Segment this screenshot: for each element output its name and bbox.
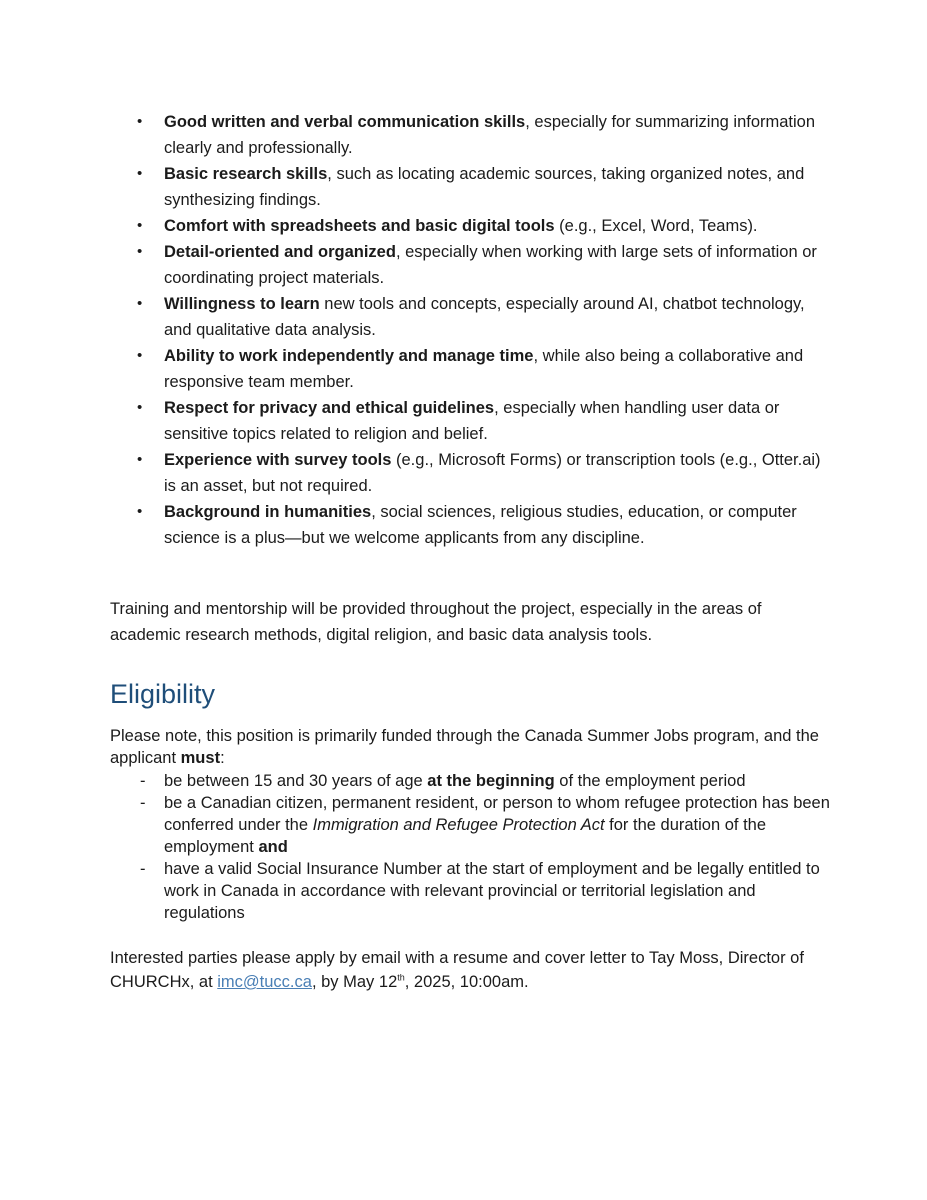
list-item (110, 291, 830, 343)
bullet-icon: • (137, 113, 143, 130)
skill-title: Good written and verbal communication skills (164, 113, 526, 131)
bullet-icon: • (137, 243, 143, 260)
apply-text: Interested parties please apply by email with a resume and cover letter to Tay Moss, Director of CHURCHx, at (110, 949, 804, 991)
bullet-icon: • (137, 347, 143, 364)
req-text: be between 15 and 30 years of age (164, 772, 428, 790)
skill-title: Detail-oriented and organized (164, 243, 396, 261)
skills-list (110, 109, 830, 551)
skill-title: Respect for privacy and ethical guidelines (164, 399, 495, 417)
bullet-icon: • (137, 217, 143, 234)
skill-title: Comfort with spreadsheets and basic digital tools (164, 217, 555, 235)
eligibility-heading: Eligibility (110, 679, 216, 709)
skill-title: Background in humanities (164, 503, 372, 521)
intro-must: must (180, 749, 221, 767)
apply-paragraph (110, 946, 830, 994)
skill-description: , especially when handling user data or sensitive topics related to religion and belief. (164, 399, 780, 443)
skill-title: Willingness to learn (164, 295, 320, 313)
apply-text: , by May 12 (311, 973, 398, 991)
bullet-icon: • (137, 399, 143, 416)
list-item (110, 499, 830, 551)
req-bold: at the beginning (427, 772, 555, 790)
requirements-list (110, 770, 830, 924)
skill-description: , such as locating academic sources, taking organized notes, and synthesizing findings. (164, 165, 805, 209)
list-item (110, 858, 830, 924)
bullet-icon: • (137, 295, 143, 312)
list-item (110, 395, 830, 447)
list-item (110, 213, 830, 239)
list-item (110, 792, 830, 858)
req-text: for the duration of the employment (164, 816, 767, 856)
list-item (110, 770, 830, 792)
bullet-icon: • (137, 165, 143, 182)
req-text: be a Canadian citizen, permanent resident, or person to whom refugee protection has been conferred under the (164, 794, 830, 834)
skill-description: (e.g., Excel, Word, Teams). (554, 217, 758, 235)
skill-description: , social sciences, religious studies, education, or computer science is a plus—but we welcome applicants from any discipline. (164, 503, 797, 547)
list-item (110, 343, 830, 395)
list-item (110, 239, 830, 291)
skill-description: , especially when working with large sets of information or coordinating project materials. (164, 243, 817, 287)
list-item (110, 447, 830, 499)
skill-description: , while also being a collaborative and responsive team member. (164, 347, 804, 391)
skill-title: Ability to work independently and manage time (164, 347, 534, 365)
intro-text: Please note, this position is primarily funded through the Canada Summer Jobs program, and the applicant (110, 727, 819, 767)
bullet-icon: • (137, 451, 143, 468)
req-bold: and (258, 838, 288, 856)
dash-marker: - (140, 860, 146, 878)
bullet-icon: • (137, 503, 143, 520)
email-link[interactable]: imc@tucc.ca (217, 973, 312, 991)
eligibility-intro (110, 725, 830, 769)
dash-marker: - (140, 794, 146, 812)
dash-marker: - (140, 772, 146, 790)
ordinal-suffix: th (397, 972, 405, 983)
skill-description: new tools and concepts, especially around AI, chatbot technology, and qualitative data analysis. (164, 295, 805, 339)
intro-colon: : (220, 749, 225, 767)
skill-description: (e.g., Microsoft Forms) or transcription tools (e.g., Otter.ai) is an asset, but not required. (164, 451, 821, 495)
list-item (110, 161, 830, 213)
act-title: Immigration and Refugee Protection Act (312, 816, 605, 834)
skill-description: , especially for summarizing information clearly and professionally. (164, 113, 816, 157)
skill-title: Experience with survey tools (164, 451, 392, 469)
req-text: have a valid Social Insurance Number at the start of employment and be legally entitled to work in Canada in accordance with relevant provincial or territorial legislation and regulations (164, 860, 820, 922)
training-paragraph: Training and mentorship will be provided throughout the project, especially in the areas of academic research methods, digital religion, and basic data analysis tools. (110, 600, 762, 644)
req-text: of the employment period (554, 772, 746, 790)
skill-title: Basic research skills (164, 165, 328, 183)
list-item (110, 109, 830, 161)
apply-text: , 2025, 10:00am. (404, 973, 529, 991)
